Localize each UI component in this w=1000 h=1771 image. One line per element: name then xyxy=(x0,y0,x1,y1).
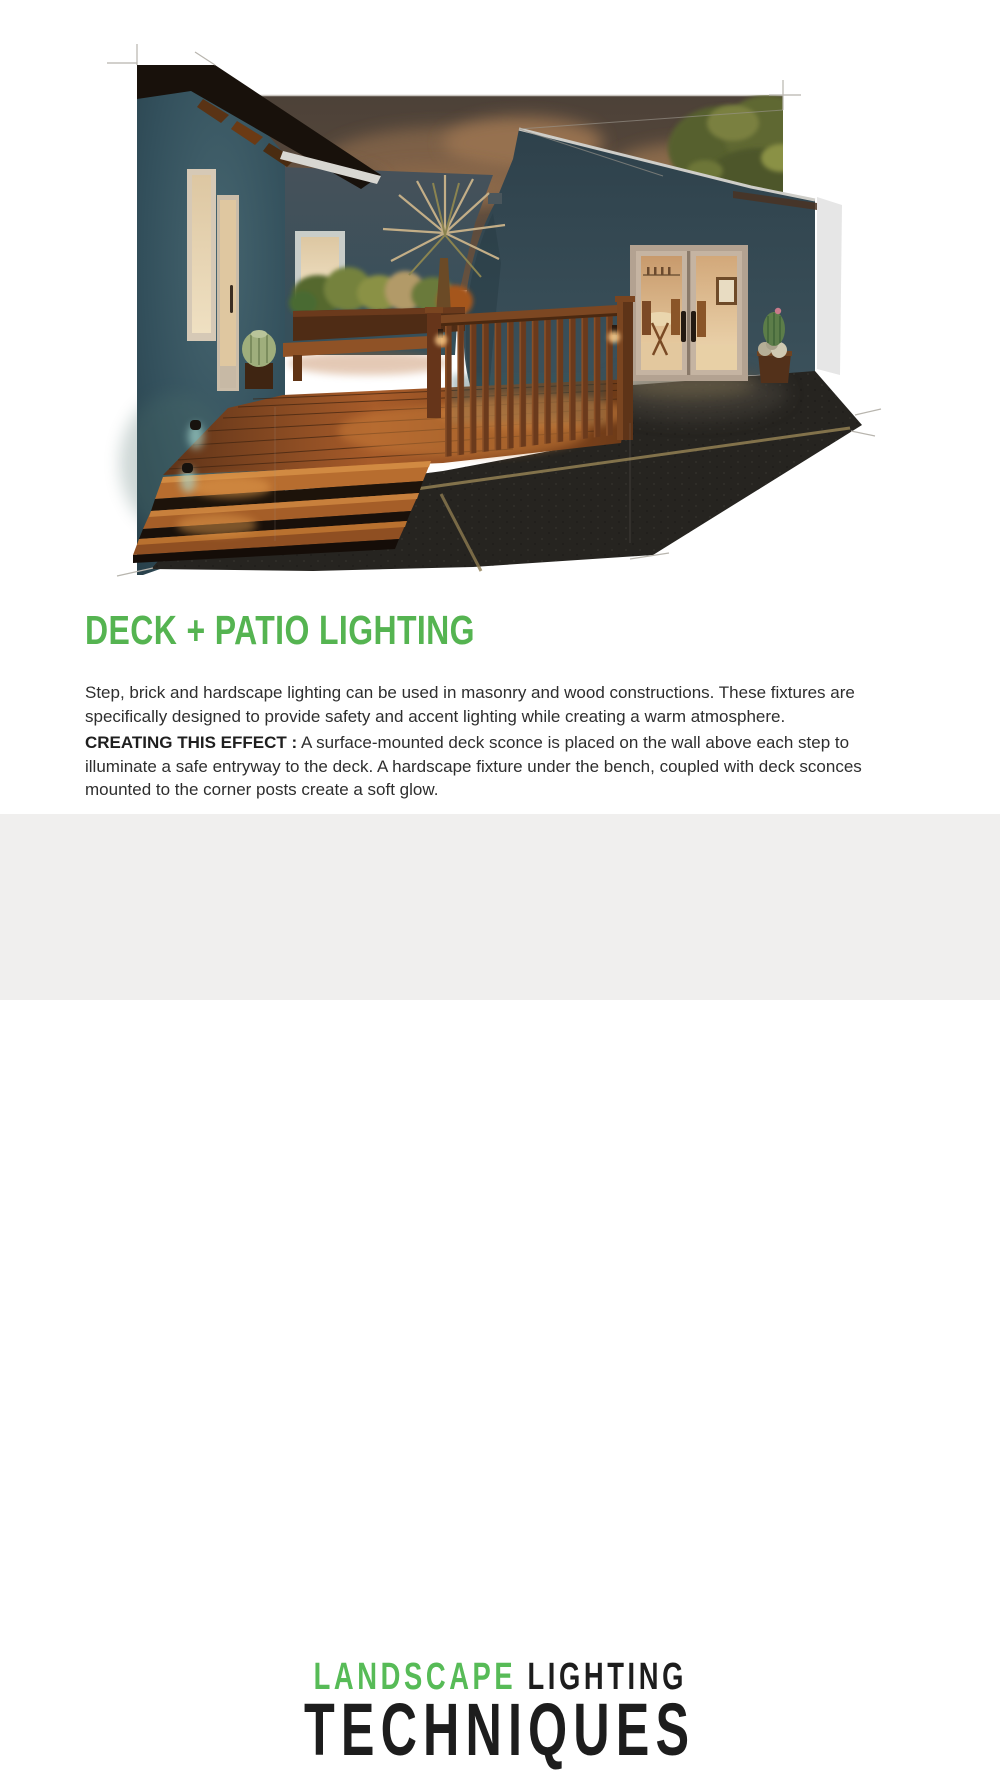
effect-text: A surface-mounted deck sconce is placed on the wall above each step to illuminate a safe entryway to the deck. A hardscape fixture under the bench, coupled with deck sconces mounted to the corner posts create a soft glow. xyxy=(85,733,862,799)
sconce-fixture xyxy=(190,420,201,430)
lit-entry-door xyxy=(217,195,239,391)
effect-label: CREATING THIS EFFECT : xyxy=(85,733,298,752)
small-cactus xyxy=(242,330,276,389)
sconce-warm-pool xyxy=(177,514,257,536)
gray-panel xyxy=(817,197,842,375)
footer-band xyxy=(0,814,1000,1771)
balusters xyxy=(445,312,613,457)
post-sconce-glow xyxy=(435,334,447,346)
intro-paragraph: Step, brick and hardscape lighting can be used in masonry and wood constructions. These fixtures are specifically designed to provide safety and accent lighting while creating a warm atmosphere. xyxy=(85,683,855,726)
french-door-right xyxy=(691,251,742,375)
footer-techniques: TECHNIQUES xyxy=(304,1688,696,1771)
french-doors xyxy=(630,245,748,381)
scene-illustration xyxy=(133,63,865,573)
lit-window xyxy=(187,169,216,341)
scene-svg xyxy=(133,63,865,573)
footer-landscape: LANDSCAPE xyxy=(313,1656,516,1698)
footer-lighting: LIGHTING xyxy=(515,1656,687,1698)
door-handle-left xyxy=(681,311,686,342)
door-handle-right xyxy=(691,311,696,342)
post-sconce-glow xyxy=(608,331,620,343)
section-heading: DECK + PATIO LIGHTING xyxy=(85,607,475,653)
door-handle xyxy=(230,285,233,313)
wall-vent xyxy=(488,193,502,204)
sconce-fixture xyxy=(182,463,193,473)
interior-chair xyxy=(697,301,706,337)
sconce-warm-pool xyxy=(191,476,271,498)
door-mullion xyxy=(687,251,690,375)
french-door-left xyxy=(636,251,687,375)
picture-frame xyxy=(716,277,737,305)
cactus-bloom xyxy=(775,308,781,314)
effect-paragraph xyxy=(85,731,909,802)
deck-railing xyxy=(425,296,635,457)
bench xyxy=(283,335,451,381)
